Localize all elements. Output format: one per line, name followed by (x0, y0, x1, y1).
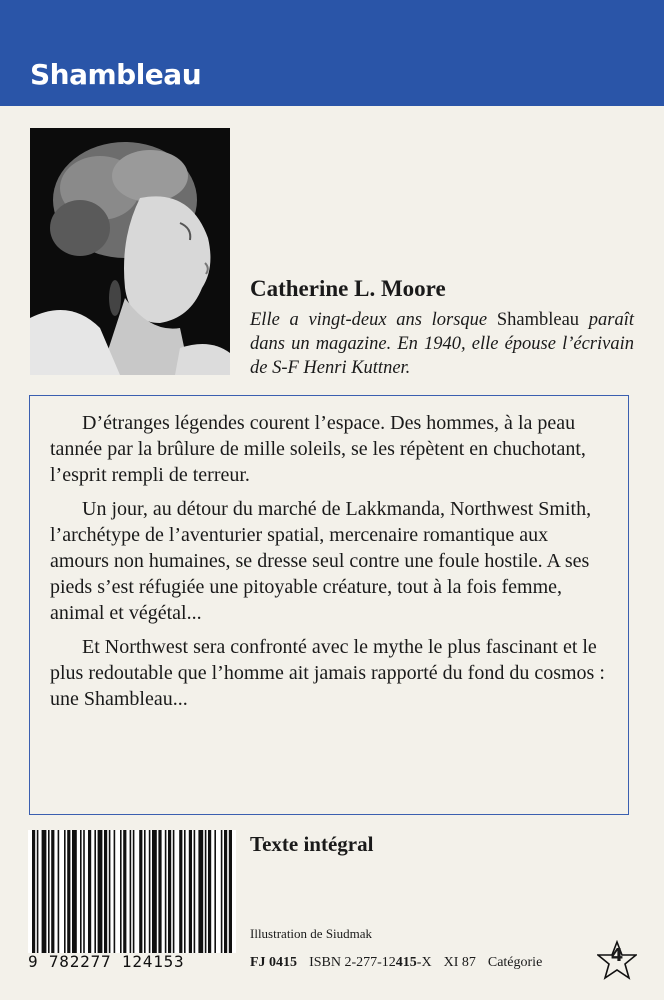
barcode-bar (205, 830, 207, 953)
blurb-box (29, 395, 629, 815)
author-photo (30, 128, 230, 375)
barcode-bar (64, 830, 66, 953)
barcode-bar (123, 830, 126, 953)
author-bio (250, 308, 634, 380)
barcode-bar (37, 830, 39, 953)
blurb-paragraph: Un jour, au détour du marché de Lakkmanda, Northwest Smith, l’archétype de l’aventurier spatial, mercenaire romantique aux amours non humaines, se dresse seul contre une foule hostile. A ses pieds s’est réfugiée une pitoyable créature, tout à la fois femme, animal et végétal... (50, 498, 592, 624)
header-band (0, 0, 664, 106)
barcode (28, 830, 236, 953)
barcode-bar (179, 830, 182, 953)
catalog-code: FJ 0415 (250, 955, 298, 970)
blurb-paragraph: D’étranges légendes courent l’espace. Des hommes, à la peau tannée par la brûlure de mille soleils, se les répètent en chuchotant, l’esprit rempli de terreur. (50, 412, 586, 486)
isbn-prefix: ISBN 2-277-12 (309, 955, 396, 970)
barcode-bar (165, 830, 167, 953)
barcode-bar (42, 830, 47, 953)
barcode-bar (32, 830, 35, 953)
barcode-bar (130, 830, 132, 953)
book-title: Shambleau (30, 58, 202, 91)
barcode-bar (189, 830, 192, 953)
barcode-bar (67, 830, 70, 953)
barcode-digits: 9 782277 124153 (28, 952, 185, 971)
author-portrait-image (30, 128, 230, 375)
barcode-bar (120, 830, 122, 953)
barcode-bar (194, 830, 196, 953)
author-bio-part2: paraît dans un magazine. En 1940, elle épouse l’écrivain de S-F Henri Kuttner. (250, 310, 634, 378)
category-number: 4 (610, 945, 624, 966)
isbn-bold: 415 (395, 955, 417, 970)
barcode-bar (88, 830, 91, 953)
texte-integral-label: Texte intégral (250, 832, 374, 856)
barcode-bar (221, 830, 223, 953)
barcode-bars (28, 830, 236, 953)
barcode-bar (72, 830, 77, 953)
barcode-bar (83, 830, 85, 953)
barcode-bar (104, 830, 107, 953)
barcode-bar (114, 830, 116, 953)
barcode-bar (109, 830, 111, 953)
barcode-bar (158, 830, 161, 953)
barcode-bar (198, 830, 203, 953)
barcode-bar (152, 830, 157, 953)
barcode-bar (133, 830, 135, 953)
barcode-bar (173, 830, 175, 953)
author-bio-work-title: Shambleau (496, 310, 580, 330)
barcode-bar (48, 830, 50, 953)
publication-info (250, 955, 542, 971)
barcode-bar (224, 830, 227, 953)
barcode-bar (214, 830, 216, 953)
barcode-bar (51, 830, 54, 953)
barcode-bar (94, 830, 96, 953)
print-date: XI 87 (443, 955, 476, 970)
barcode-bar (184, 830, 186, 953)
blurb-paragraph: Et Northwest sera confronté avec le mythe le plus fascinant et le plus redoutable que l’homme ait jamais rapporté du fond du cosmos : une Shambleau... (50, 636, 605, 710)
barcode-bar (139, 830, 142, 953)
barcode-bar (149, 830, 151, 953)
illustration-credit: Illustration de Siudmak (250, 926, 373, 941)
author-bio-part1: Elle a vingt-deux ans lorsque (250, 310, 497, 330)
barcode-bar (229, 830, 232, 953)
category-label: Catégorie (487, 955, 543, 970)
barcode-bar (80, 830, 82, 953)
author-name: Catherine L. Moore (250, 276, 446, 301)
barcode-bar (144, 830, 146, 953)
barcode-bar (168, 830, 171, 953)
isbn-suffix: -X (416, 955, 432, 970)
barcode-bar (98, 830, 103, 953)
barcode-bar (208, 830, 211, 953)
barcode-bar (58, 830, 60, 953)
